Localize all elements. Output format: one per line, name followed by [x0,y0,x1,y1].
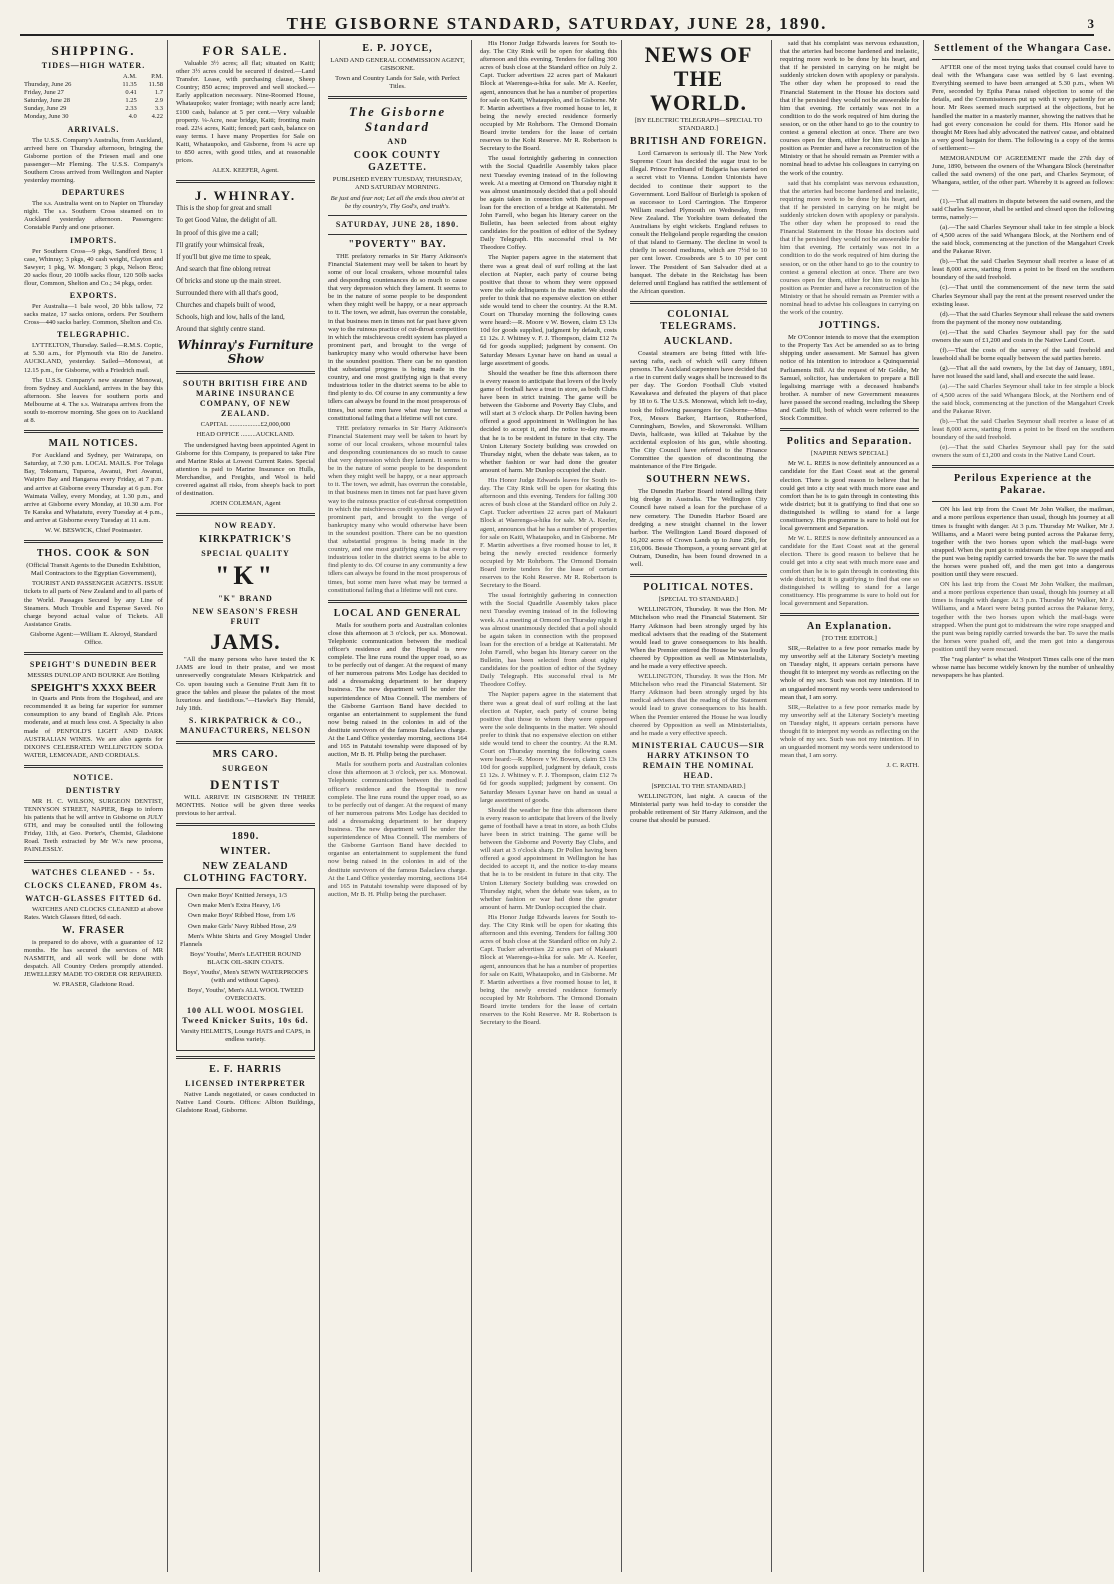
political-text: WELLINGTON, Thursday. It was the Hon. Mr Mitchelson who read the Financial Statement. Sir Harry Atkinson had been strongly urged by his medical advisers that the reading of the Statement would lead to grave consequences to his health. When the Premier entered the House he was loudly cheered by Opposition as well as Ministerialists, and he made a very effective speech. [630,606,767,670]
factory-winter: WINTER. [219,846,272,858]
paper-and: AND [387,137,408,147]
local-items-d: Should the weather be fine this afternoon there is every reason to anticipate that lovers of the lively game of football have a treat in store, as both Clubs have been in strict training. The game will be between the Gisborne and Poverty Bay Clubs, and will start at 3 o'clock sharp. Dr Pollen having been offered a good appointment in Wellington he has decided to accept it, and the notice to-day means that he is to be resident in future in that city. The Union Literary Society building was crowded on Thursday night, when the debate was taken, as to whether fashion or war had done the greater amount of harm. Mr Dunlop occupied the chair. [480,369,617,474]
local-text: Mails for southern ports and Australian colonies close this afternoon at 3 o'clock, per s.s. Monowai. Telephonic communication between the medical officer's residence and the Hospital is now complete. The line runs round the upper road, so as to be perfectly out of danger. At the request of many of her numerous patrons Mrs Lodge has decided to add a dressmaking department to her drapery business. The new department will be under the superintendence of Miss Connell. The members of the Gisborne Garrison Band have decided to organise an entertainment to supplement the fund now being raised in the colonies in aid of the destitute survivors of the famous Balaclava charge. At the Land Office yesterday morning, sections 164 and 165 in Patutahi township were disposed of by auction, Mr B. H. Philip being the purchaser. [328,621,467,759]
column-6 [776,40,924,1572]
factory-list [176,888,315,1050]
column-7 [928,40,1114,1572]
local-items-b-cont: The usual fortnightly gathering in connection with the Social Quadrille Assembly takes place next Tuesday evening instead of in the following week. At a meeting at Ormond on Thursday night it was almost unanimously decided that a poll should be again taken in connection with the proposed loan for the erection of a bridge at Kaiteratahi. Mr John Farrell, who began his literary career on the Bulletin, has been selected from about eighty candidates for the position of editor of the Sydney Daily Telegraph. His successful rival is Mr Theodore Coffey. [480,592,617,689]
paper-published: PUBLISHED EVERY TUESDAY, THURSDAY, AND SATURDAY MORNING. [332,176,463,192]
paper-motto: Be just and fear not; Let all the ends thou aim'st at be thy country's, Thy God's, and truth's. [330,194,465,210]
column-3 [324,40,472,1572]
factory-mosgiel: 100 ALL WOOL MOSGIEL Tweed Knicker Suits, 10s 6d. [182,1006,309,1026]
clause-cont: (e).—That the said Charles Seymour shall pay for the said owners the sum of £1,200 and costs in the Native Land Court. [932,444,1114,460]
explanation-text-cont: SIR,—Relative to a few poor remarks made by my unworthy self at the Literary Society's meeting on Tuesday night, it appears certain persons have thought fit to interpret my words as reflecting on the whole of my sex. Such was not my intention. If in an unguarded moment my words were understood to mean that, I am sorry. [780,703,919,760]
page-number: 3 [1087,16,1094,31]
mail-notices-text: For Auckland and Sydney, per Wairarapa, on Saturday, at 7.30 p.m. LOCAL MAILS. For Tolaga Bay, Tokomaru, Tuparoa, Awanui, Port Awanui, Waipiro Bay and Hangaroa every Friday, at 7 p.m. and arrive at Gisborne every Thursday at 6 p.m. For Waimata Valley, every Monday, at 1.30 p.m., and arrive at Gisborne every Monday, at 10.30 a.m. For Te Karaka and Whatatutu, every Tuesday at 4 p.m., and arrive at Gisborne every Tuesday at 11 a.m. [24,452,163,524]
fraser-sign: W. FRASER, Gladstone Road. [52,981,135,989]
newspaper-columns [20,40,1114,1572]
clause: (c).—That until the commencement of the new term the said Charles Seymour shall pay the rent at the present reserved under the existing lease. [932,284,1114,308]
insurance-capital: CAPITAL ...................£2,000,000 [200,421,291,429]
caro-sub: SURGEON [222,763,269,773]
local-text-cont: Mails for southern ports and Australian colonies close this afternoon at 3 o'clock, per s.s. Monowai. Telephonic communication between the medical officer's residence and the Hospital is now complete. The line runs round the upper road, so as to be perfectly out of danger. At the request of many of her numerous patrons Mrs Lodge has decided to add a dressmaking department to her drapery business. The new department will be under the superintendence of Miss Connell. The members of the Gisborne Garrison Band have decided to organise an entertainment to supplement the fund now being raised in the colonies in aid of the destitute survivors of the famous Balaclava charge. At the Land Office yesterday morning, sections 164 and 165 in Patutahi township were disposed of by auction, Mr B. H. Philip being the purchaser. [328,761,467,898]
local-items-c: The Napier papers agree in the statement that there was a great deal of surf rolling at the last election at Napier, each party of course being positive that those to whom they were opposed were the sole delinquents in the matter. We should prefer to think that no expensive election on either side would tend to cheer the country. At the R.M. Court on Thursday morning the following cases were heard:—R. Moore v W. Bowen, claim £3 13s 10d for goods supplied, judgment by default, costs £1 12s. J. Whitney v. F. J. Thompson, claim £12 7s 6d for goods supplied; judgment by consent. On Saturday Messrs Lysnar have on hand as usual a large assortment of goods. [480,254,617,367]
kirk-jams: JAMS. [210,629,281,655]
caro-dentist: DENTIST [209,776,282,792]
politics-text-cont: Mr W. L. REES is now definitely announced as a candidate for the East Coast seat at the general election. There is good reason to believe that he could get into a city seat with much more ease and comfort than he is to gain through in contesting this wide district; but it is gratifying to find that one so distinguished is willing to stand for a large constituency. His programme is sure to hold out for local government and Separation. [780,535,919,607]
factory-year: 1890. [231,831,260,843]
atkinson-text: said that his complaint was nervous exhaustion, that the arteries had become hardened and inelastic, requiring more work to be done by his heart, and that if he persisted in carrying on he might be suddenly stricken down with apoplexy or paralysis. The other day when he proposed to read the Financial Statement in the House his doctors said that if he persisted they would not be answerable for him that evening. He certainly was not in a condition to do the work required of him during the session, or on the other hand to go to the country to contest a general election at once. There are two courses open for them, either for him to resign his position as Premier and have a reconstruction of the Ministry or that he should remain as Premier with a nominal head to advise his colleagues in carrying on the work of the country. [780,40,919,177]
atkinson-text-cont: said that his complaint was nervous exhaustion, that the arteries had become hardened and inelastic, requiring more work to be done by his heart, and that if he persisted in carrying on he might be suddenly stricken down with apoplexy or paralysis. The other day when he proposed to read the Financial Statement in the House his doctors said that if he persisted they would not be answerable for him that evening. He certainly was not in a condition to do the work required of him during the session, or on the other hand to go to the country to contest a general election at once. There are two courses open for them, either for him to resign his position as Premier and have a reconstruction of the Ministry or that he should remain as Premier with a nominal head to advise his colleagues in carrying on the work of the country. [780,179,919,317]
forsale-text: Valuable 3½ acres; all flat; situated on Kaiti; other 3½ acres could be secured if desired.—Land Transfer. Lease, with purchasing clause, Sheep Country; 850 acres; improved and well stocked.—Early application necessary. Nine-Roomed House, Whataupoko; water frontage; with nearly acre land; £100 cash, balance at 5 per cent.—Very valuable property. ¼-Acre, near bridge, Kaiti; fronting main road. 22¼ acres, Kaiti; fenced; part cash, balance on easy terms. I have many Properties for Sale on Kaiti, Whataupoko, and Gisborne, from ¼ acre up to 850 acres, with good titles, and at reasonable prices. [176,60,315,165]
list-item: Own make Girls' Navy Ribbed Hose, 2/9 [188,922,297,930]
list-item: Own make Boys' Knitted Jerseys, 1/3 [188,892,287,900]
joyce-heading: E. P. JOYCE, [362,43,433,54]
dentistry-heading: DENTISTRY [65,785,122,795]
political-text-cont: WELLINGTON, Thursday. It was the Hon. Mr Mitchelson who read the Financial Statement. Sir Harry Atkinson had been strongly urged by his medical advisers that the reading of the Statement would lead to grave consequences to his health. When the Premier entered the House he was loudly cheered by Opposition as well as Ministerialists, and he made a very effective speech. [630,673,767,737]
insurance-office: HEAD OFFICE .........AUCKLAND. [196,431,295,439]
telegraphic-text: LYTTELTON, Thursday. Sailed—R.M.S. Coptic, at 5.30 a.m., for Plymouth via Rio de Janeiro. AUCKLAND, yesterday. Sailed—Monowai, at 12.15 p.m., for Gisborne, with a Friedrich mail. [24,342,163,374]
mail-notices-heading: MAIL NOTICES. [48,438,139,450]
caro-heading: MRS CARO. [212,748,279,760]
departures-heading: DEPARTURES [61,188,126,198]
joyce-sub: LAND AND GENERAL COMMISSION AGENT, GISBORNE. [330,57,465,73]
tides-table: A.M. P.M. Thursday, June 26 11.35 11.58 Friday, June 27 0.41 1.7 Saturday, June 28 1.25 2.9 Sunday, June 29 2.33 3.3 Monday, June 30 4.0 4.22 [24,73,163,121]
news-heading: NEWS OF THE WORLD. [644,42,753,115]
local-items-e-cont: His Honor Judge Edwards leaves for South to-day. The City Rink will be open for skating this afternoon and this evening. Tenders for falling 300 acres of bush close at the Standard office on July 2. Capt. Tucker advertises 22 acres part of Makauri Block at Waerenga-a-hika for sale. Mr A. Keefer, agent, announces that he has a number of properties for sale on Kaiti, Whataupoko, and in Gisborne. Mr F. Martin advertises a five roomed house to let, it being the newly erected residence formerly occupied by Mr Rohrborn. The Ormond Domain Board invite tenders for the lease of certain reserves to the Kohi Reserve. Mr R. Robertson is Secretary to the Board. [480,913,617,1027]
perilous-heading: Perilous Experience at the Pakarae. [954,473,1092,497]
cook-sign: Gisborne Agent:—William E. Akroyd, Standard Office. [30,630,157,646]
paper-date: SATURDAY, JUNE 28, 1890. [335,219,460,229]
column-1 [20,40,168,1572]
column-5 [626,40,772,1572]
insurance-sign: JOHN COLEMAN, Agent [210,500,281,508]
forsale-heading: FOR SALE. [202,43,289,58]
clause-cont: (a).—The said Charles Seymour shall take in fee simple a block of 4,500 acres of the said Whangara Block, at the Northern end of the said block, commencing at the junction of the Mangahuri Creek and the Pakarae River. [932,383,1114,415]
table-row: Friday, June 27 0.41 1.7 [24,89,163,97]
notice-heading: NOTICE. [73,772,114,782]
masthead [20,10,1094,36]
clause: (d).—That the said Charles Seymour shall release the said owners from the payment of the money now outstanding. [932,310,1114,326]
list-item: Own make Men's Extra Heavy, 1/6 [188,902,281,910]
kirk-special: SPECIAL QUALITY [201,549,290,559]
speight-big: SPEIGHT'S XXXX BEER [30,682,157,695]
uss-text: The U.S.S. Company's new steamer Monowai, from Sydney and Auckland, arrives in the bay this afternoon. She leaves for southern ports and Melbourne at 4. The s.s. Wairarapa arrives from the south to-morrow morning. She goes on to Auckland at 8. [24,376,163,425]
list-item: Boys' Youths', Men's LEATHER ROUND BLACK OIL-SKIN COATS. [190,950,301,966]
kirk-footer: S. KIRKPATRICK & CO., MANUFACTURERS, NELSON [179,715,312,735]
clause: (g).—That all the said owners, by the 1st day of January, 1891, have not leased the said land, shall and execute the said lease. [932,365,1114,381]
tides-heading: TIDES—HIGH WATER. [41,61,146,70]
table-row: Saturday, June 28 1.25 2.9 [24,97,163,105]
local-items-a-cont: His Honor Judge Edwards leaves for South to-day. The City Rink will be open for skating this afternoon and this evening. Tenders for falling 300 acres of bush close at the Standard office on July 2. Capt. Tucker advertises 22 acres part of Makauri Block at Waerenga-a-hika for sale. Mr A. Keefer, agent, announces that he has a number of properties for sale on Kaiti, Whataupoko, and in Gisborne. Mr F. Martin advertises a five roomed house to let, it being the newly erected residence formerly occupied by Mr Rohrborn. The Ormond Domain Board invite tenders for the lease of certain reserves to the Kohi Reserve. Mr R. Robertson is Secretary to the Board. [480,476,617,590]
caucus-heading: MINISTERIAL CAUCUS—SIR HARRY ATKINSON TO REMAIN THE NOMINAL HEAD. [632,740,765,780]
kirk-season: NEW SEASON'S FRESH FRUIT [192,607,299,627]
exports-heading: EXPORTS. [69,290,118,300]
exports-text: Per Australia—1 bale wool, 20 bbls tallow, 72 sacks maize, 17 sacks onions, orders. Per Southern Cross—440 sacks barley. Common, Shelton and Co. [24,302,163,327]
imports-heading: IMPORTS. [69,235,118,245]
forsale-sign: ALEX. KEEFER, Agent. [212,167,279,175]
poverty-text-cont: THE prefatory remarks in Sir Harry Atkinson's Financial Statement may well be taken to heart by some of our local croakers, whose mournful tales and desponding countenances do so much to cause that very depression which they lament. It seems to be in the nature of some people to be despondent when they might well be happy, or a near approach to it. The town, we admit, has overrun the constable, in that business men in times not far past have given way to the ruinous practice of cut-throat competition in which the mischievous credit system has played a prominent part, and brought to the verge of bankruptcy many who would otherwise have been in the soundest position. There can be no question that substantial progress is being made in the country, and one most gratifying sign is that every industrious toiler in the district seems to be able to find plenty to do. Of course in any community a few idlers can always be found in the most prosperous of times, but some men have what may be termed a constitutional failing that a lifetime will not cure. [328,424,467,594]
mail-notices-sign: W. W. BESWICK, Chief Postmaster. [44,527,143,535]
table-row: Sunday, June 29 2.33 3.3 [24,105,163,113]
explanation-sub: [TO THE EDITOR.] [822,635,877,642]
local-heading: LOCAL AND GENERAL [333,607,462,619]
dentistry-text: MR H. C. WILSON, SURGEON DENTIST, TENNYSON STREET, NAPIER, Begs to inform his patients that he will arrive in Gisborne on JULY 6TH, and may be consulted until the following Friday, 11th, at Geo. Porter's, Chemist, Gladstone Road. Teeth extracted by Mr W.'s new process, PAINLESSLY. [24,797,163,854]
local-items-b: The usual fortnightly gathering in connection with the Social Quadrille Assembly takes place next Tuesday evening instead of in the following week. At a meeting at Ormond on Thursday night it was almost unanimously decided that a poll should be again taken in connection with the proposed loan for the erection of a bridge at Kaiteratahi. Mr John Farrell, who began his literary career on the Bulletin, has been selected from about eighty candidates for the position of editor of the Sydney Daily Telegraph. His successful rival is Mr Theodore Coffey. [480,155,617,252]
clause: (1).—That all matters in dispute between the said owners, and the said Charles Seymour, shall be settled and closed upon the following terms, namely:— [932,197,1114,221]
kirk-text: "All the many persons who have tested the K JAMS are loud in their praise, and we most unreservedly congratulate Messrs Kirkpatrick and Co. upon issuing such a Genuine Fruit Jam fit to grace the tables and please the palates of the most luxurious and fastidious."—Hawke's Bay Herald, July 18th. [176,656,315,712]
clause: (f).—That the costs of the survey of the said freehold and leasehold shall be borne equally between the said parties hereto. [932,347,1114,363]
auckland-heading: AUCKLAND. [663,335,734,347]
column-2 [172,40,320,1572]
political-sub: [SPECIAL TO STANDARD.] [658,596,739,604]
clause: (e).—That the said Charles Seymour shall pay for the said owners the sum of £1,200 and costs in the Native Land Court. [932,328,1114,344]
caucus-text: WELLINGTON, last night. A caucus of the Ministerial party was held to-day to consider the probable retirement of Sir Harry Atkinson, and the course that should be pursued. [630,792,767,825]
explanation-text: SIR,—Relative to a few poor remarks made by my unworthy self at the Literary Society's meeting on Tuesday night, it appears certain persons have thought fit to interpret my words as reflecting on the whole of my sex. Such was not my intention. If in an unguarded moment my words were understood to mean that, I am sorry. [780,645,919,701]
perilous-text-cont: ON his last trip from the Coast Mr John Walker, the mailman, and a more perilous experience than usual, though his journey at all times is fraught with danger. At 3 p.m. Thursday Mr Walker, Mr J. Williams, and a Maori were being punted across the Pakarae ferry, together with the two horses upon which the mail-bags were strapped. When the punt got to midstream the wire rope snapped and the punt was being rapidly carried towards the bar. To save the mails the horses were pushed off, and the men got into a dangerous position until they were rescued. [932,581,1114,653]
jottings-heading: JOTTINGS. [818,320,881,332]
whangara-heading: Settlement of the Whangara Case. [934,43,1112,54]
masthead-title: THE GISBORNE STANDARD, SATURDAY, JUNE 28, 1890. [286,14,828,33]
watches-line-3: WATCH-GLASSES FITTED 6d. [25,893,162,903]
arrivals-heading: ARRIVALS. [67,124,120,134]
telegraphic-heading: TELEGRAPHIC. [56,330,131,340]
speight-text: in Quarts and Pints from the Hogshead, and are recommended it as being far superior for summer consumption to any brand of English Ale. Prices moderate, and at much less cost. A Specialty is also made of PENFOLD'S LIGHT AND DARK AUSTRALIAN WINES. We are also agents for DIXON'S CELEBRATED WELLINGTON SODA WATER, LEMONADE, AND CORDIALS. [24,695,163,759]
paper-title: The Gisborne Standard [348,104,447,135]
column-4 [476,40,622,1572]
harris-sub: LICENSED INTERPRETER [185,1078,306,1088]
table-row: Monday, June 30 4.0 4.22 [24,113,163,121]
cook-heading: THOS. COOK & SON [36,548,151,560]
cook-subheading: (Official Transit Agents to the Dunedin Exhibition, Mail Contractors to the Egyptian Government), [26,562,161,578]
watches-line-1: WATCHES CLEANED - - 5s. [31,867,156,877]
harris-text: Native Lands negotiated, or cases conducted in Native Land Courts. Offices: Albion Buildings, Gladstone Road, Gisborne. [176,1090,315,1114]
clause: (b).—That the said Charles Seymour shall receive a lease of at least 8,000 acres, starting from a point to be fixed on the southern boundary of the said freehold. [932,258,1114,282]
insurance-heading: SOUTH BRITISH FIRE AND MARINE INSURANCE COMPANY, OF NEW ZEALAND. [182,379,309,419]
colonial-heading: COLONIAL TELEGRAMS. [660,308,737,332]
joyce-text: Town and Country Lands for Sale, with Perfect Titles. [335,75,460,91]
list-item: Men's White Shirts and Grey Mosgiel Under Flannels [180,932,311,948]
perilous-footer: The "rag planter" is what the Westport Times calls one of the men whose name has become widely known by the number of unhealthy newspapers he has planted. [932,656,1114,680]
arrivals-text: The U.S.S. Company's Australia, from Auckland, arrived here on Thursday afternoon, bringing the Gisborne portion of the Friesen mail and one passenger—Mr Fleming. The U.S.S. Company's Southern Cross arrived from Wellington and Napier yesterday morning. [24,136,163,185]
local-items-a: His Honor Judge Edwards leaves for South to-day. The City Rink will be open for skating this afternoon and this evening. Tenders for falling 300 acres of bush close at the Standard office on July 2. Capt. Tucker advertises 22 acres part of Makauri Block at Waerenga-a-hika for sale. Mr A. Keefer, agent, announces that he has a number of properties for sale on Kaiti, Whataupoko, and in Gisborne. Mr F. Martin advertises a five roomed house to let, it being the newly erected residence formerly occupied by Mr Rohrborn. The Ormond Domain Board invite tenders for the lease of certain reserves to the Kohi Reserve. Mr R. Robertson is Secretary to the Board. [480,40,617,153]
caro-text: WILL ARRIVE IN GISBORNE IN THREE MONTHS. Notice will be given three weeks previous to her arrival. [176,793,315,818]
local-items-d-cont: Should the weather be fine this afternoon there is every reason to anticipate that lovers of the lively game of football have a treat in store, as both Clubs have been in strict training. The game will be between the Gisborne and Poverty Bay Clubs, and will start at 3 o'clock sharp. Dr Pollen having been offered a good appointment in Wellington he has decided to accept it, and the notice to-day means that he is to be resident in future in that city. The Union Literary Society building was crowded on Thursday night, when the debate was taken, as to whether fashion or war had done the greater amount of harm. Mr Dunlop occupied the chair. [480,806,617,911]
clause: (a).—The said Charles Seymour shall take in fee simple a block of 4,500 acres of the said Whangara Block, at the Northern end of the said block, commencing at the junction of the Mangahuri Creek and the Pakarae River. [932,223,1114,256]
paper-subtitle: COOK COUNTY GAZETTE. [353,150,442,174]
explanation-sign: J. C. RATH. [886,762,919,770]
poverty-text: THE prefatory remarks in Sir Harry Atkinson's Financial Statement may well be taken to heart by some of our local croakers, whose mournful tales and desponding countenances do so much to cause that very depression which they lament. It seems to be in the nature of some people to be despondent when they might well be happy, or a near approach to it. The town, we admit, has overrun the constable, in that business men in times not far past have given way to the ruinous practice of cut-throat competition in which the mischievous credit system has played a prominent part, and brought to the verge of bankruptcy many who would otherwise have been in the soundest position. There can be no question that substantial progress is being made in the country, and one most gratifying sign is that every industrious toiler in the district seems to be able to find plenty to do. Of course in any community a few idlers can always be found in the most prosperous of times, but some men have what may be termed a constitutional failing that a lifetime will not cure. [328,252,467,422]
politics-heading: Politics and Separation. [786,436,913,448]
list-item: Boys', Youths', Men's SEWN WATERPROOFS (with and without Capes). [182,968,309,985]
kirk-brand: "K" BRAND [218,594,273,604]
jottings-text: Mr O'Connor intends to move that the exemption to the Property Tax Act be amended so as to bring shipping under assessment. Mr Samuel has given notice of his intention to introduce a Quinquennial Parliaments Bill. At the request of Mr Goldie, Mr Samuel, solicitor, has undertaken to prepare a Bill legalising marriage with a deceased husband's brother. A number of new Government measures have passed the second reading, including the Sheep and Cattle Bill, both of which were referred to the Stock Committee. [780,334,919,423]
whinray-poem: This is the shop for great and small To get Good Value, the delight of all. In proof of this give me a call; I'll gratify your whimsical freak, If you'll but give me time to speak, And search that fine oblong retreat Of bricks and stone up the main street. Surrounded there with all that's good, Churches and chapels built of wood, Schools, high and low, halls of the land, Around that sightly centre stand. [176,205,285,334]
departures-text: The s.s. Australia went on to Napier on Thursday night. The s.s. Southern Cross steamed on to Auckland yesterday afternoon. Passengers: Constable Pardy and one prisoner. [24,200,163,232]
poverty-heading: "POVERTY" BAY. [348,238,447,250]
kirk-now-ready: NOW READY. [214,521,277,531]
auckland-text: Coastal steamers are being fitted with life-saving rafts, each of which will carry fifteen persons. The Auckland carpenters have decided that a rise in current daily wages shall be increased to 8s per day. The Gordon Football Club visited Kawakawa and defeated the players of that place by 18 to 6. The U.S.S. Monowai, which left to-day, took the following passengers for Gisborne—Miss Fox, Messrs Barker, Harrison, Rutherford, Cunningham, Bowles, and Skowronski. William Davis, halfcaste, was killed at Takahue by the accidental explosion of his gun, while shooting. The City Council have referred to the Finance Committee the question of discontinuing the maintenance of the Fire Brigade. [630,349,768,471]
list-item: Boys', Youths', Men's ALL WOOL TWEED OVERCOATS. [187,987,304,1003]
imports-text: Per Southern Cross—9 pkgs, Sandford Bros; 1 case, Whinray; 3 pkgs, 40 cash weight, Clayton and Sawyer; 1 pkg, W. Mongan; 3 pkgs, Nelson Bros; 20 sacks flour, 20 100lb sacks flour, 120 50lb sacks flour, Common, Shelton and Co.; 34 pkgs, order. [24,247,163,287]
perilous-text: ON his last trip from the Coast Mr John Walker, the mailman, and a more perilous experience than usual, though his journey at all times is fraught with danger. At 3 p.m. Thursday Mr Walker, Mr J. Williams, and a Maori were being punted across the Pakarae ferry, together with the two horses upon which the mail-bags were strapped. When the punt got to midstream the wire rope snapped and the punt was being rapidly carried towards the bar. To save the mails the horses were pushed off, and the men got into a dangerous position until they were rescued. [932,506,1114,579]
whangara-text: AFTER one of the most trying tasks that counsel could have to deal with the Whangara case was settled by 6 last evening. Everything seemed to have been arranged at 5.30 p.m., when Wi Pere, seconded by Epiha Paraa raised objection to some of the details, and the Commissioners put up with it very patiently for an hour. Mr Rees seemed much surprised at the objections, but he handled the matter in a masterly manner, showing the natives that he had got every concession he could for them. His Honor said he thought Mr Rees had ably advocated the natives' cause, and obtained a very good bargain for them. The following is a copy of the terms of settlement:— [932,64,1114,152]
table-row: Thursday, June 26 11.35 11.58 [24,81,163,89]
british-foreign-text: Lord Carnarvon is seriously ill. The New York Supreme Court has decided the sugar trust to be illegal. Prince Ferdinand of Bulgaria has started on a secret visit to Vienna. London Unionists have decided to continue their support to the Government. Lord Balfour of Burleigh is spoken of as successor to Lord Carrington. The Emperor William reached Plymouth on Wednesday, from New Zealand. The Yorkshire team defeated the Australians by eight wickets. England refuses to consult the Heligoland people regarding the cession of that island to Germany. The decline in wool is chiefly in second mediums, which are 7½d to 10 per cent lower. Crossbreds are 5 to 10 per cent lower. The President of San Salvador died at a banquet. The debate in the Reichstag has been deferred until England has ratified the settlement of the African question. [630,150,767,295]
clause-cont: (b).—That the said Charles Seymour shall receive a lease of at least 8,000 acres, starting from a point to be fixed on the southern boundary of the said freehold. [932,417,1114,442]
kirk-k-logo: "K" [214,561,277,591]
fraser-text: is prepared to do above, with a guarantee of 12 months. He has secured the services of MR NASMITH, and all work will be done with despatch. All Country Orders promptly attended. JEWELLERY MADE TO ORDER OR REPAIRED. [24,938,163,979]
kirk-heading: KIRKPATRICK'S [199,534,292,546]
politics-sub: [NAPIER NEWS SPECIAL] [811,450,888,458]
factory-heading: NEW ZEALAND CLOTHING FACTORY. [183,861,308,885]
memo-text: MEMORANDUM OF AGREEMENT made the 27th day of June, 1890, between the owners of the Whangara Block (hereinafter called the said owners) of the one part, and Charles Seymour, of Whangara, settler, of the other part. Whereby it is agreed as follows:— [932,155,1114,195]
shipping-heading: SHIPPING. [51,43,136,58]
insurance-text: The undersigned having been appointed Agent in Gisborne for this Company, is prepared to take Fire and Marine Risks at Lowest Current Rates. Special attention is paid to Marine Insurance on Hulls, Merchandise, and Freights, and Wool is held covered against all risks, from sheep's back to port of destination. [176,441,315,498]
local-items-c-cont: The Napier papers agree in the statement that there was a great deal of surf rolling at the last election at Napier, each party of course being positive that those to whom they were opposed were the sole delinquents in the matter. We should prefer to think that no expensive election on either side would tend to cheer the country. At the R.M. Court on Thursday morning the following cases were heard:—R. Moore v W. Bowen, claim £3 13s 10d for goods supplied, judgment by default, costs £1 12s. J. Whitney v. F. J. Thompson, claim £12 7s 6d for goods supplied; judgment by consent. On Saturday Messrs Lysnar have on hand as usual a large assortment of goods. [480,691,617,804]
whinray-footer: Whinray's Furniture Show [177,338,314,367]
british-foreign-heading: BRITISH AND FOREIGN. [630,136,767,148]
explanation-heading: An Explanation. [806,621,893,632]
factory-helmets: Varsity HELMETS, Lounge HATS and CAPS, in endless variety. [180,1028,311,1044]
list-item: Own make Boys' Ribbed Hose, from 1/6 [188,912,296,920]
speight-heading: SPEIGHT'S DUNEDIN BEER [29,660,158,670]
news-sub: [BY ELECTRIC TELEGRAPH—SPECIAL TO STANDARD.] [634,117,763,133]
whinray-heading: J. WHINRAY. [194,188,297,204]
watches-text: WATCHES AND CLOCKS CLEANED at above Rates. Watch Glasses fitted, 6d each. [24,905,163,921]
politics-text: Mr W. L. REES is now definitely announced as a candidate for the East Coast seat at the general election. There is good reason to believe that he could get into a city seat with much more ease and comfort than he is to gain through in contesting this wide district; but it is gratifying to find that one so distinguished is willing to stand for a large constituency. His programme is sure to hold out for local government and Separation. [780,460,919,533]
speight-subheading: MESSRS DUNLOP AND BOURKE Are Bottling [27,672,160,680]
watches-line-2: CLOCKS CLEANED, FROM 4s. [24,880,163,890]
southern-text: The Dunedin Harbor Board intend selling their big dredge in Australia. The Wellington City Council have raised a loan for the purchase of a new cemetery. The Dunedin Harbor Board are dredging a new straight channel in the lower harbor. The Wellington Land Board disposed of 16,202 acres of Crown Lands up to June 25th, for £16,006. Bessie Thompson, a young servant girl at Outram, Dunedin, has been found drowned in a well. [630,488,767,569]
southern-heading: SOUTHERN NEWS. [646,474,751,486]
fraser-heading: W. FRASER [61,924,126,936]
harris-heading: E. F. HARRIS [209,1063,282,1075]
caucus-sub: [SPECIAL TO THE STANDARD.] [651,782,746,790]
cook-text: TOURIST AND PASSENGER AGENTS. ISSUE tickets to all parts of New Zealand and to all parts of the World. Passages Secured by any Line of Steamers. Much Trouble and Expense Saved. No charge beyond actual value of Tickets. All Assistance Gratis. [24,580,163,628]
political-heading: POLITICAL NOTES. [643,582,754,594]
